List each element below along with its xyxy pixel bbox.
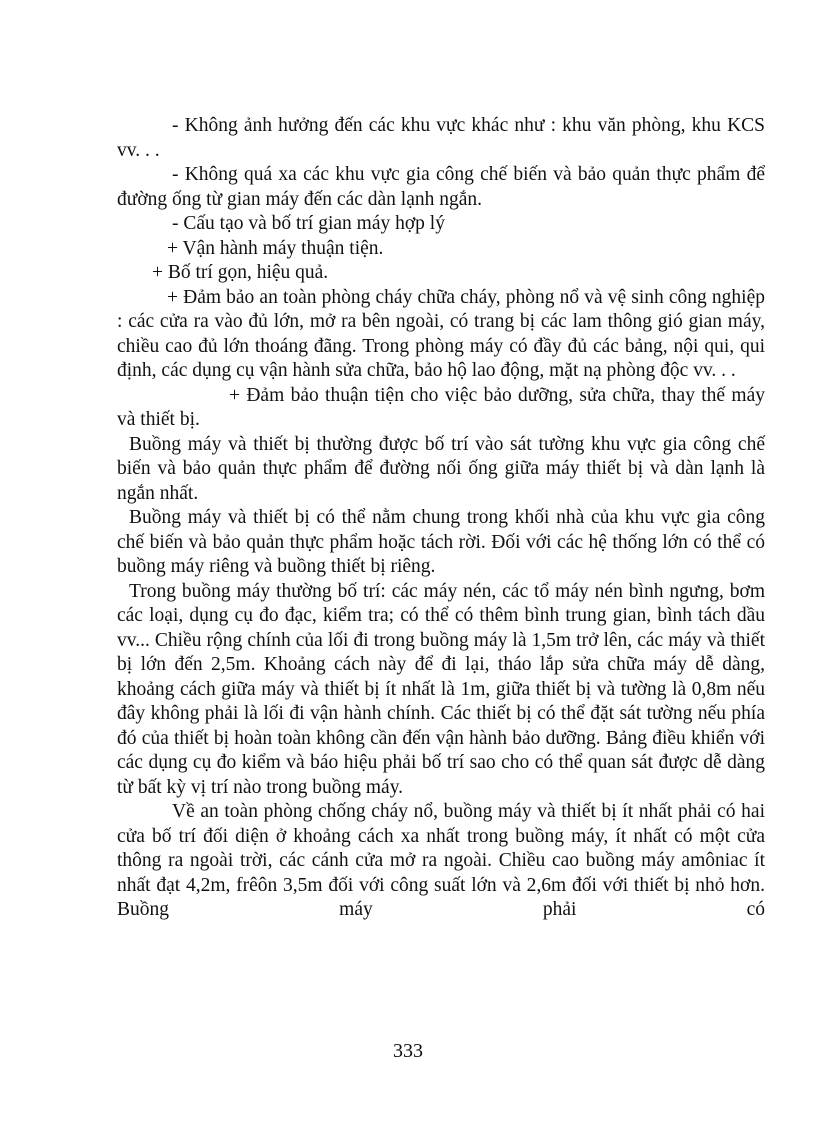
paragraph-10: Trong buồng máy thường bố trí: các máy nén, các tổ máy nén bình ngưng, bơm các loại, dụng cụ đo đạc, kiểm tra; có thể có thêm bình trung gian, bình tách dầu vv... Chiều rộng chính của lối đi trong buồng máy là 1,5m trở lên, các máy và thiết bị lớn đến 2,5m. Khoảng cách này để đi lại, tháo lắp sửa chữa máy dễ dàng, khoảng cách giữa máy và thiết bị ít nhất là 1m, giữa thiết bị và tường là 0,8m nếu đây không phải là lối đi vận hành chính. Các thiết bị có thể đặt sát tường nếu phía đó của thiết bị hoàn toàn không cần đến vận hành bảo dưỡng. Bảng điều khiển với các dụng cụ đo kiểm và báo hiệu phải bố trí sao cho có thể quan sát được dễ dàng từ bất kỳ vị trí nào trong buồng máy. bbox=[117, 580, 765, 798]
paragraph-6: + Đảm bảo an toàn phòng cháy chữa cháy, phòng nổ và vệ sinh công nghiệp : các cửa ra vào đủ lớn, mở ra bên ngoài, có trang bị các lam thông gió gian máy, chiều cao đủ lớn thoáng đãng. Trong phòng máy có đầy đủ các bảng, nội qui, qui định, các dụng cụ vận hành sửa chữa, bảo hộ lao động, mặt nạ phòng độc vv. . . bbox=[117, 286, 765, 381]
paragraph-4: + Vận hành máy thuận tiện. bbox=[167, 237, 384, 259]
paragraph-11: Về an toàn phòng chống cháy nổ, buồng máy và thiết bị ít nhất phải có hai cửa bố trí đối diện ở khoảng cách xa nhất trong buồng máy, ít nhất có một cửa thông ra ngoài trời, các cánh cửa mở ra ngoài. Chiều cao buồng máy amôniac ít nhất đạt 4,2m, frêôn 3,5m đối với công suất lớn và 2,6m đối với thiết bị nhỏ hơn. Buồng máy phải có bbox=[117, 801, 765, 920]
paragraph-9: Buồng máy và thiết bị có thể nằm chung trong khối nhà của khu vực gia công chế biến và bảo quản thực phẩm hoặc tách rời. Đối với các hệ thống lớn có thể có buồng máy riêng và buồng thiết bị riêng. bbox=[117, 507, 765, 577]
paragraph-2: - Không quá xa các khu vực gia công chế biến và bảo quản thực phẩm để đường ống từ gian máy đến các dàn lạnh ngắn. bbox=[117, 164, 765, 210]
paragraph-3: - Cấu tạo và bố trí gian máy hợp lý bbox=[172, 213, 445, 234]
page-number: 333 bbox=[393, 1040, 423, 1062]
paragraph-1: - Không ảnh hưởng đến các khu vực khác như : khu văn phòng, khu KCS vv. . . bbox=[117, 115, 765, 161]
paragraph-5: + Bố trí gọn, hiệu quả. bbox=[152, 262, 329, 283]
paragraph-8: Buồng máy và thiết bị thường được bố trí vào sát tường khu vực gia công chế biến và bảo quản thực phẩm để đường nối ống giữa máy thiết bị và dàn lạnh là ngắn nhất. bbox=[117, 433, 765, 504]
page-body bbox=[117, 114, 765, 923]
paragraph-7: + Đảm bảo thuận tiện cho việc bảo dưỡng, sửa chữa, thay thế máy và thiết bị. bbox=[117, 384, 765, 430]
